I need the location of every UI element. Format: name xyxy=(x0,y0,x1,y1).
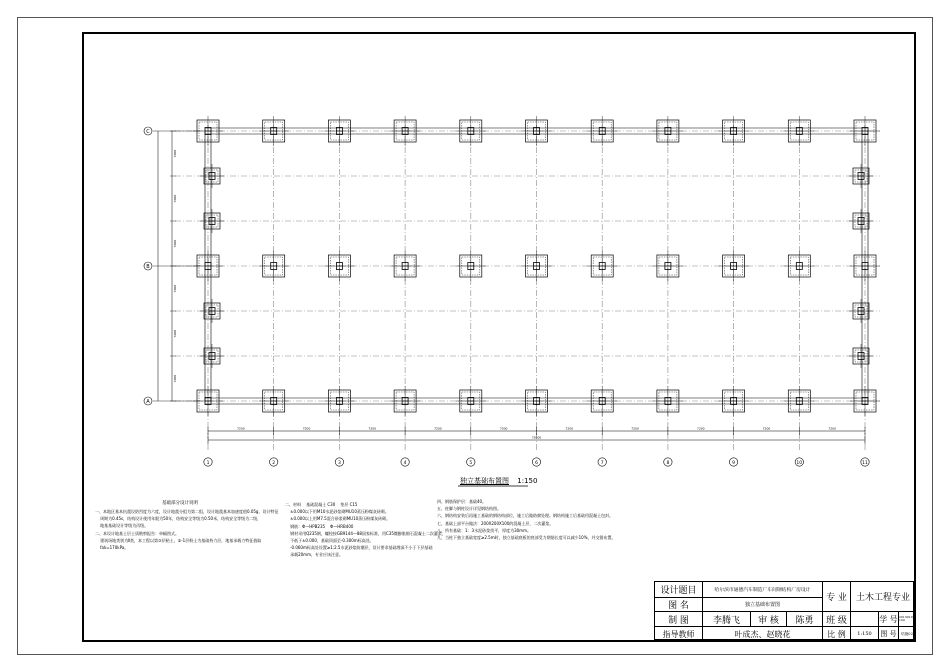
dimension-text-left: 3000 xyxy=(173,149,177,158)
title-block xyxy=(654,581,914,640)
axis-label-left: C xyxy=(146,128,150,135)
plan-title xyxy=(460,476,537,486)
student-id: 20130210104 xyxy=(899,612,915,627)
dimension-text-left: 3000 xyxy=(173,284,177,293)
notes-heading: 基础部分设计说明 xyxy=(162,501,198,506)
drawing-name: 独立基础布置图 xyxy=(703,598,823,612)
plan-title-text: 独立基础布置图 xyxy=(460,477,509,485)
axis-label-bottom: 2 xyxy=(272,460,276,466)
major-value: 土木工程专业 xyxy=(851,582,915,612)
design-topic-label: 设计题目 xyxy=(655,582,703,598)
major-label: 专 业 xyxy=(823,582,851,612)
note-line: fak=170kPa。 xyxy=(95,545,129,551)
axis-label-bottom: 9 xyxy=(732,460,736,466)
note-line: -0.060m标高处设置≥1:2.5水泥砂浆防潮层，设计要求基础埋深不小于下层基础 xyxy=(285,545,433,551)
drawing-name-label: 图 名 xyxy=(655,598,703,612)
axis-label-bottom: 6 xyxy=(535,460,538,466)
class-value xyxy=(851,612,879,627)
dimension-text-bay: 7200 xyxy=(499,426,508,431)
reviewer-label: 审 核 xyxy=(751,612,787,627)
axis-label-left: B xyxy=(146,263,150,270)
note-line: 八、所有基础：1：3水泥砂浆找平，厚度为30mm。 xyxy=(437,527,531,533)
scale-value: 1:150 xyxy=(851,627,879,641)
note-line: 一、本地区基本抗震设防烈度为六度，设计地震分组为第二组，设计地震基本加速度值0.05g，设计特征 xyxy=(95,509,279,514)
drafter-label: 制 图 xyxy=(655,612,703,627)
dimension-text-bay: 7200 xyxy=(565,426,574,431)
note-line: 地基基础设计等级为丙级。 xyxy=(95,523,149,529)
dimension-text-left: 3000 xyxy=(173,239,177,248)
note-line: 九、当柱下独立基础宽度≥2.5m时，独立基础底板的底部受力钢筋长度可以减少10%，并交错布置。 xyxy=(437,535,616,541)
dimension-text-total: 72000 xyxy=(531,435,542,440)
note-line: 周期为0.45s，结构设计使用年限为50年，结构安全等级为0.50米，结构安全等级为二级， xyxy=(95,516,262,522)
note-line: 建筑场地类别为Ⅱ类，本工程以第③层粘土、②-1层粉土为基础持力层，地基承载力特征值取 xyxy=(95,537,262,543)
dimension-text-bay: 7200 xyxy=(631,426,639,431)
note-line: 二、材料 基础混凝土 C30 垫层 C15 xyxy=(285,502,358,507)
dimension-text-left: 3000 xyxy=(173,194,177,203)
drafter: 李腾飞 xyxy=(703,612,751,627)
note-line: 钢材采用Q235钢，螺栓按GB9144—88国家标准，用C35微膨胀细石混凝土二次灌浆， xyxy=(285,530,446,536)
axis-label-bottom: 7 xyxy=(600,460,604,466)
axis-label-bottom: 11 xyxy=(862,460,868,466)
dimension-text-bay: 7200 xyxy=(828,426,836,431)
scale-label: 比 例 xyxy=(823,627,851,641)
axis-label-bottom: 5 xyxy=(469,460,473,466)
dimension-text-bay: 7200 xyxy=(762,426,771,431)
dimension-text-left: 3000 xyxy=(173,374,177,383)
notes-column-1 xyxy=(95,508,278,551)
note-line: ±0.000以上用M7.5混合砂浆砌MU10蒸压粉煤灰砖砌。 xyxy=(285,516,391,522)
note-line: 不低于±0.000，基础顶面至-0.300m标高处。 xyxy=(285,538,374,544)
reviewer: 陈勇 xyxy=(787,612,823,627)
design-topic: 哈尔滨市通德汽车制造厂车间钢结构厂房设计 xyxy=(703,582,823,598)
note-line: 六、钢结构安装后再施工基础的钢结构部位，施工后做防腐处理。钢结构施工后基础用混凝土包封。 xyxy=(437,513,613,519)
axis-label-bottom: 1 xyxy=(206,460,210,466)
advisor-label: 指导教师 xyxy=(655,627,703,641)
note-line: 承载20mm，专业应该注意。 xyxy=(285,552,343,558)
dimension-text-bay: 7200 xyxy=(302,426,311,431)
axis-label-bottom: 10 xyxy=(796,460,803,466)
notes-column-3 xyxy=(437,498,616,541)
dimension-text-bay: 7200 xyxy=(696,426,705,431)
drawing-no: 结施02 xyxy=(901,631,913,636)
axis-label-bottom: 3 xyxy=(337,460,341,466)
note-line: 五、柱脚与钢柱设计详见钢结构图。 xyxy=(437,506,501,512)
note-line: 钢筋：Φ—HPB235 Φ—HRB400 xyxy=(285,523,354,529)
axis-label-bottom: 8 xyxy=(666,460,670,466)
dimension-text-bay: 7200 xyxy=(434,426,442,431)
dimension-text-left: 3000 xyxy=(173,329,177,338)
note-line: ±0.000以下用M10水泥砂浆砌MU10蒸压粉煤灰砖砌。 xyxy=(285,509,389,515)
note-line: 二、本设计地基土层土质勘察报告：单幅图式。 xyxy=(95,530,179,536)
plan-scale: 1:150 xyxy=(517,477,538,485)
axis-label-bottom: 4 xyxy=(403,460,407,466)
advisor: 叶成杰、赵晓花 xyxy=(703,627,823,641)
drawing-no-label: 图 号 xyxy=(879,627,899,641)
student-id-label: 学 号 xyxy=(879,612,899,627)
axis-label-left: A xyxy=(146,398,150,405)
note-line: 四、钢筋保护层：基础40。 xyxy=(437,499,487,504)
dimension-text-bay: 7200 xyxy=(237,426,245,431)
notes-column-2 xyxy=(285,501,446,559)
note-line: 七、基础上部平台做法：200X200X100的混凝土层，二次灌浆。 xyxy=(437,520,554,526)
dimension-text-bay: 7200 xyxy=(368,426,377,431)
class-label: 班 级 xyxy=(823,612,851,627)
